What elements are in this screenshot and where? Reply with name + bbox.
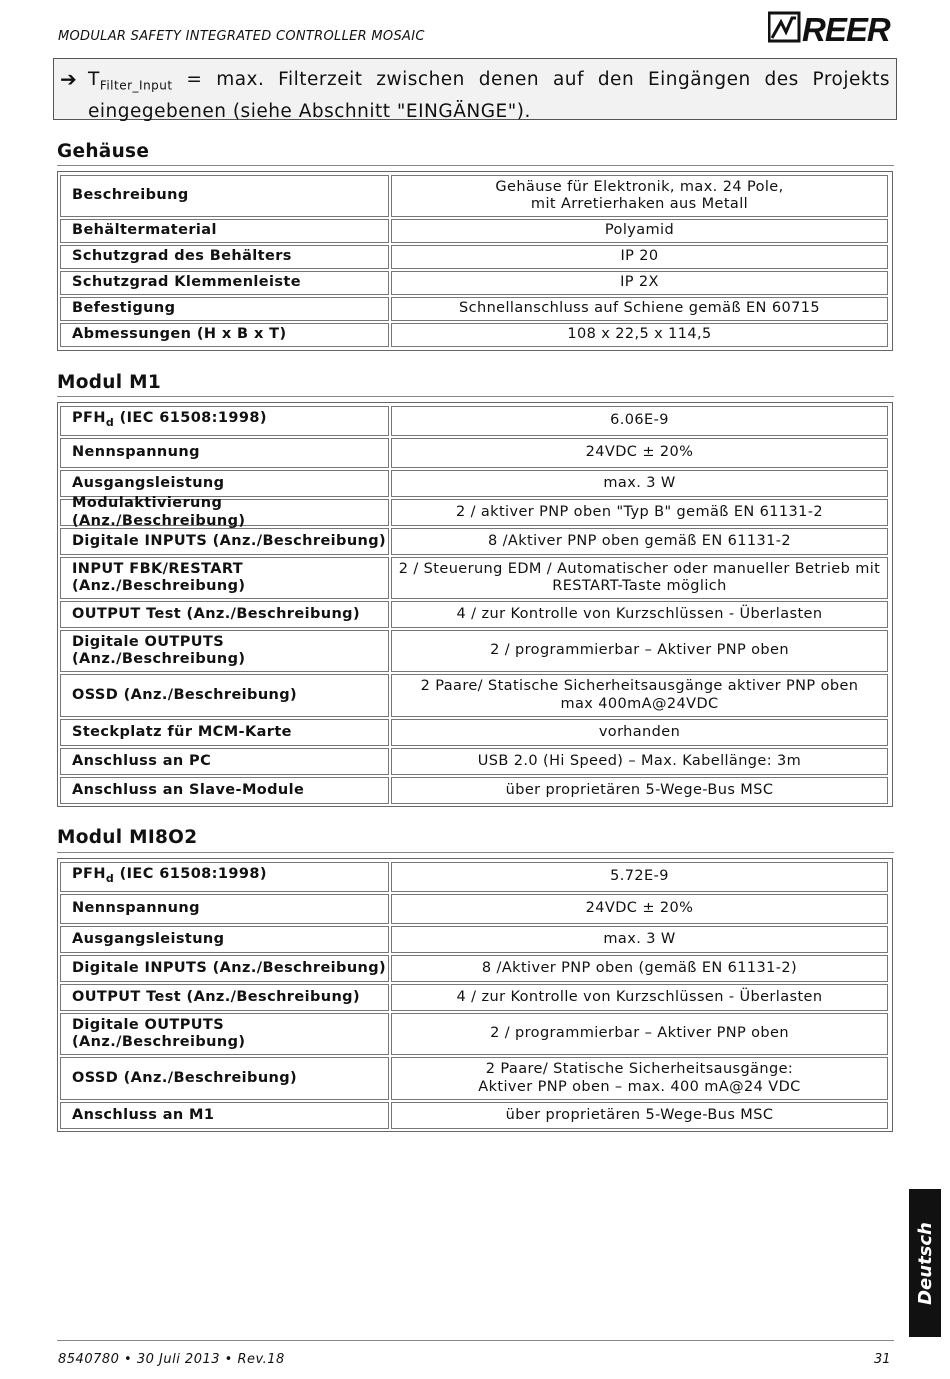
spec-row [58, 438, 892, 468]
spec-label: OUTPUT Test (Anz./Beschreibung) [60, 984, 389, 1011]
page-number: 31 [874, 1352, 891, 1367]
spec-value: 6.06E-9 [391, 406, 888, 436]
spec-value: 2 / Steuerung EDM / Automatischer oder manueller Betrieb mit RESTART-Taste möglich [391, 557, 888, 599]
spec-value: Polyamid [391, 219, 888, 243]
spec-row [58, 323, 892, 347]
spec-label: Modulaktivierung (Anz./Beschreibung) [60, 499, 389, 526]
spec-value: max. 3 W [391, 470, 888, 497]
spec-value: 2 / programmierbar – Aktiver PNP oben [391, 630, 888, 672]
section-title-gehaeuse: Gehäuse [57, 141, 150, 162]
spec-label: Abmessungen (H x B x T) [60, 323, 389, 347]
spec-value: Gehäuse für Elektronik, max. 24 Pole, mit Arretierhaken aus Metall [391, 175, 888, 217]
spec-label: Digitale INPUTS (Anz./Beschreibung) [60, 955, 389, 982]
spec-label: INPUT FBK/RESTART (Anz./Beschreibung) [60, 557, 389, 599]
spec-row [58, 719, 892, 746]
spec-label: Anschluss an M1 [60, 1102, 389, 1129]
spec-value: 5.72E-9 [391, 862, 888, 892]
spec-label: Nennspannung [60, 438, 389, 468]
spec-value: 24VDC ± 20% [391, 894, 888, 924]
spec-label: Anschluss an Slave-Module [60, 777, 389, 804]
footer-rule [57, 1340, 894, 1341]
spec-label: $PFH_d$ (IEC 61508:1998) [60, 406, 389, 436]
spec-row [58, 175, 892, 217]
spec-label: Digitale OUTPUTS (Anz./Beschreibung) [60, 630, 389, 672]
spec-value: 2 Paare/ Statische Sicherheitsausgänge: Aktiver PNP oben – max. 400 mA@24 VDC [391, 1057, 888, 1100]
spec-row [58, 1057, 892, 1100]
spec-value: über proprietären 5-Wege-Bus MSC [391, 777, 888, 804]
spec-value: 4 / zur Kontrolle von Kurzschlüssen - Überlasten [391, 601, 888, 628]
spec-label: Befestigung [60, 297, 389, 321]
note-symbol-sub: Filter_Input [99, 78, 173, 93]
spec-value: 108 x 22,5 x 114,5 [391, 323, 888, 347]
spec-row [58, 674, 892, 717]
spec-row [58, 557, 892, 599]
section-rule [57, 165, 894, 166]
spec-row [58, 601, 892, 628]
spec-value: über proprietären 5-Wege-Bus MSC [391, 1102, 888, 1129]
reer-logo [768, 10, 892, 44]
spec-row [58, 894, 892, 924]
spec-row [58, 245, 892, 269]
spec-value: IP 20 [391, 245, 888, 269]
spec-value: Schnellanschluss auf Schiene gemäß EN 60715 [391, 297, 888, 321]
spec-row [58, 1102, 892, 1129]
spec-value: 8 /Aktiver PNP oben gemäß EN 61131-2 [391, 528, 888, 555]
spec-value: USB 2.0 (Hi Speed) – Max. Kabellänge: 3m [391, 748, 888, 775]
spec-value: 2 Paare/ Statische Sicherheitsausgänge aktiver PNP oben max 400mA@24VDC [391, 674, 888, 717]
spec-label: Steckplatz für MCM-Karte [60, 719, 389, 746]
spec-row [58, 955, 892, 982]
spec-row [58, 1013, 892, 1055]
note-symbol: T [88, 69, 100, 90]
spec-label: $PFH_d$ (IEC 61508:1998) [60, 862, 389, 892]
spec-value: 24VDC ± 20% [391, 438, 888, 468]
spec-row [58, 406, 892, 436]
spec-label: Nennspannung [60, 894, 389, 924]
spec-row [58, 297, 892, 321]
spec-label: Ausgangsleistung [60, 470, 389, 497]
spec-row [58, 528, 892, 555]
header-title: MODULAR SAFETY INTEGRATED CONTROLLER MOSAIC [58, 29, 425, 44]
spec-label: OUTPUT Test (Anz./Beschreibung) [60, 601, 389, 628]
spec-value: vorhanden [391, 719, 888, 746]
spec-row [58, 630, 892, 672]
spec-row [58, 984, 892, 1011]
spec-label: Behältermaterial [60, 219, 389, 243]
language-tab [909, 1189, 941, 1337]
spec-table-gehaeuse [57, 171, 893, 351]
spec-row [58, 926, 892, 953]
spec-value: IP 2X [391, 271, 888, 295]
spec-row [58, 777, 892, 804]
spec-label: Schutzgrad Klemmenleiste [60, 271, 389, 295]
note-text: = max. Filterzeit zwischen denen auf den Eingängen des Projekts eingegebenen (siehe Abschnitt "EINGÄNGE"). [88, 69, 890, 122]
language-tab-label: Deutsch [914, 1221, 936, 1305]
spec-value: 4 / zur Kontrolle von Kurzschlüssen - Überlasten [391, 984, 888, 1011]
spec-label: Digitale OUTPUTS (Anz./Beschreibung) [60, 1013, 389, 1055]
footer-doc-info: 8540780 • 30 Juli 2013 • Rev.18 [58, 1352, 285, 1367]
section-title-mi8o2: Modul MI8O2 [57, 827, 198, 848]
arrow-right-icon: ➔ [60, 67, 78, 91]
spec-label: Digitale INPUTS (Anz./Beschreibung) [60, 528, 389, 555]
spec-row [58, 219, 892, 243]
spec-row [58, 748, 892, 775]
spec-label: Anschluss an PC [60, 748, 389, 775]
spec-table-mi8o2 [57, 858, 893, 1132]
section-rule [57, 852, 894, 853]
spec-value: 2 / aktiver PNP oben "Typ B" gemäß EN 61131-2 [391, 499, 888, 526]
spec-label: Ausgangsleistung [60, 926, 389, 953]
section-rule [57, 396, 894, 397]
spec-row [58, 495, 892, 529]
spec-value: 8 /Aktiver PNP oben (gemäß EN 61131-2) [391, 955, 888, 982]
section-title-m1: Modul M1 [57, 372, 161, 393]
spec-value: 2 / programmierbar – Aktiver PNP oben [391, 1013, 888, 1055]
spec-label: OSSD (Anz./Beschreibung) [60, 1057, 389, 1100]
spec-row [58, 862, 892, 892]
filter-note [53, 58, 897, 120]
spec-row [58, 271, 892, 295]
spec-label: OSSD (Anz./Beschreibung) [60, 674, 389, 717]
spec-label: Beschreibung [60, 175, 389, 217]
spec-row [58, 470, 892, 497]
spec-label: Schutzgrad des Behälters [60, 245, 389, 269]
spec-table-m1 [57, 402, 893, 807]
svg-text:REER: REER [802, 11, 890, 44]
spec-value: max. 3 W [391, 926, 888, 953]
